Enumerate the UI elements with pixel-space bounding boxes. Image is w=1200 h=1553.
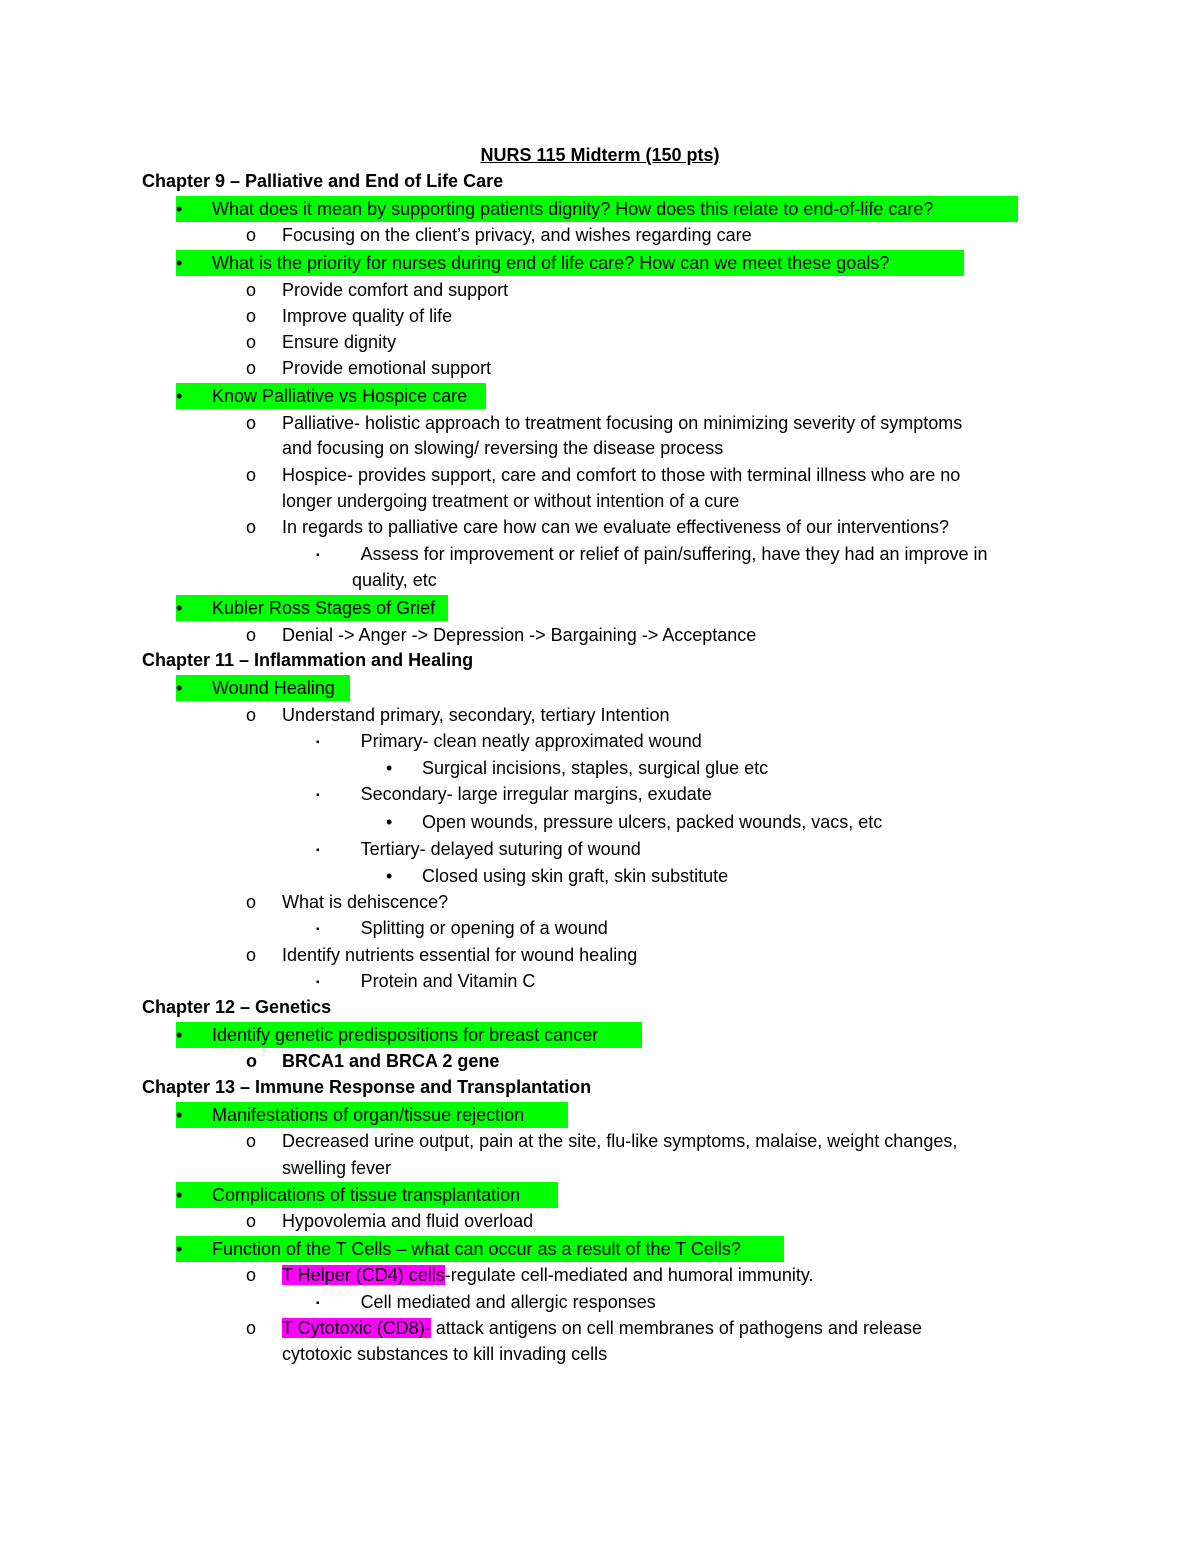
- list-item-continuation: cytotoxic substances to kill invading cells: [282, 1344, 608, 1364]
- circle-marker: o: [246, 413, 257, 433]
- bullet-marker: •: [176, 199, 183, 219]
- list-item: • Complications of tissue transplantation: [176, 1182, 558, 1208]
- list-item: • Know Palliative vs Hospice care: [176, 383, 486, 409]
- list-item: o Denial -> Anger -> Depression -> Bargaining -> Acceptance: [246, 622, 756, 648]
- list-item: o Provide comfort and support: [246, 277, 508, 303]
- list-item: o Ensure dignity: [246, 329, 396, 355]
- circle-marker: o: [246, 1131, 257, 1151]
- circle-marker: o: [246, 280, 257, 300]
- circle-marker: o: [246, 1051, 257, 1071]
- list-item: • Function of the T Cells – what can occur as a result of the T Cells?: [176, 1236, 784, 1262]
- list-item: o Hospice- provides support, care and comfort to those with terminal illness who are no: [246, 462, 960, 488]
- circle-marker: o: [246, 625, 257, 645]
- circle-marker: o: [246, 225, 257, 245]
- list-item: o BRCA1 and BRCA 2 gene: [246, 1048, 499, 1074]
- circle-marker: o: [246, 1318, 257, 1338]
- list-item: ▪ Primary- clean neatly approximated wound: [316, 731, 702, 751]
- circle-marker: o: [246, 892, 257, 912]
- list-item: o Palliative- holistic approach to treatment focusing on minimizing severity of symptoms: [246, 410, 962, 436]
- square-marker: ▪: [316, 845, 320, 856]
- bullet-marker: •: [176, 598, 183, 618]
- list-item: • Wound Healing: [176, 675, 350, 701]
- list-item: o In regards to palliative care how can we evaluate effectiveness of our interventions?: [246, 514, 949, 540]
- bullet-marker: •: [176, 1239, 183, 1259]
- bullet-marker: •: [176, 386, 183, 406]
- list-item-continuation: longer undergoing treatment or without intention of a cure: [282, 491, 740, 511]
- circle-marker: o: [246, 945, 257, 965]
- list-item: • Surgical incisions, staples, surgical glue etc: [386, 755, 768, 781]
- circle-marker: o: [246, 517, 257, 537]
- list-item: • Kubler Ross Stages of Grief: [176, 595, 448, 621]
- bullet-marker: •: [176, 1105, 183, 1125]
- square-marker: ▪: [316, 1298, 320, 1309]
- bullet-marker: •: [386, 758, 393, 778]
- circle-marker: o: [246, 306, 257, 326]
- list-item: o T Cytotoxic (CD8)- attack antigens on cell membranes of pathogens and release: [246, 1315, 922, 1341]
- list-item: • Closed using skin graft, skin substitute: [386, 863, 728, 889]
- list-item: o Hypovolemia and fluid overload: [246, 1208, 533, 1234]
- circle-marker: o: [246, 705, 257, 725]
- circle-marker: o: [246, 1265, 257, 1285]
- square-marker: ▪: [316, 790, 320, 801]
- list-item: • What is the priority for nurses during end of life care? How can we meet these goals?: [176, 250, 964, 276]
- list-item: o Understand primary, secondary, tertiary Intention: [246, 702, 670, 728]
- list-item: ▪ Secondary- large irregular margins, exudate: [316, 784, 712, 804]
- chapter-heading: Chapter 11 – Inflammation and Healing: [142, 650, 474, 670]
- circle-marker: o: [246, 1211, 257, 1231]
- bullet-marker: •: [386, 866, 393, 886]
- document-title: NURS 115 Midterm (150 pts): [480, 145, 720, 165]
- chapter-heading: Chapter 13 – Immune Response and Transplantation: [142, 1077, 592, 1097]
- list-item: • Identify genetic predispositions for breast cancer: [176, 1022, 642, 1048]
- list-item-continuation: quality, etc: [352, 570, 437, 590]
- chapter-heading: Chapter 12 – Genetics: [142, 997, 332, 1017]
- square-marker: ▪: [316, 977, 320, 988]
- list-item: ▪ Cell mediated and allergic responses: [316, 1292, 656, 1312]
- list-item-continuation: and focusing on slowing/ reversing the disease process: [282, 438, 724, 458]
- highlighted-term: T Helper (CD4) cells: [282, 1265, 445, 1285]
- list-item-continuation: swelling fever: [282, 1158, 392, 1178]
- list-item: o Focusing on the client’s privacy, and wishes regarding care: [246, 222, 752, 248]
- list-item: ▪ Splitting or opening of a wound: [316, 918, 608, 938]
- list-item: ▪ Assess for improvement or relief of pain/suffering, have they had an improve in: [316, 544, 988, 564]
- list-item: o What is dehiscence?: [246, 889, 448, 915]
- square-marker: ▪: [316, 924, 320, 935]
- bullet-marker: •: [176, 1025, 183, 1045]
- circle-marker: o: [246, 358, 257, 378]
- list-item: o T Helper (CD4) cells-regulate cell-mediated and humoral immunity.: [246, 1262, 814, 1288]
- circle-marker: o: [246, 332, 257, 352]
- square-marker: ▪: [316, 737, 320, 748]
- list-item: ▪ Tertiary- delayed suturing of wound: [316, 839, 641, 859]
- chapter-heading: Chapter 9 – Palliative and End of Life Care: [142, 171, 504, 191]
- list-item: • What does it mean by supporting patients dignity? How does this relate to end-of-life care?: [176, 196, 1018, 222]
- bullet-marker: •: [176, 1185, 183, 1205]
- list-item: o Improve quality of life: [246, 303, 452, 329]
- list-item: • Manifestations of organ/tissue rejection: [176, 1102, 568, 1128]
- bullet-marker: •: [176, 253, 183, 273]
- list-item: o Identify nutrients essential for wound healing: [246, 942, 637, 968]
- list-item: o Decreased urine output, pain at the site, flu-like symptoms, malaise, weight changes,: [246, 1128, 957, 1154]
- list-item: o Provide emotional support: [246, 355, 491, 381]
- bullet-marker: •: [176, 678, 183, 698]
- highlighted-term: T Cytotoxic (CD8)-: [282, 1318, 431, 1338]
- square-marker: ▪: [316, 550, 320, 561]
- bullet-marker: •: [386, 812, 393, 832]
- list-item: • Open wounds, pressure ulcers, packed wounds, vacs, etc: [386, 809, 882, 835]
- list-item: ▪ Protein and Vitamin C: [316, 971, 536, 991]
- circle-marker: o: [246, 465, 257, 485]
